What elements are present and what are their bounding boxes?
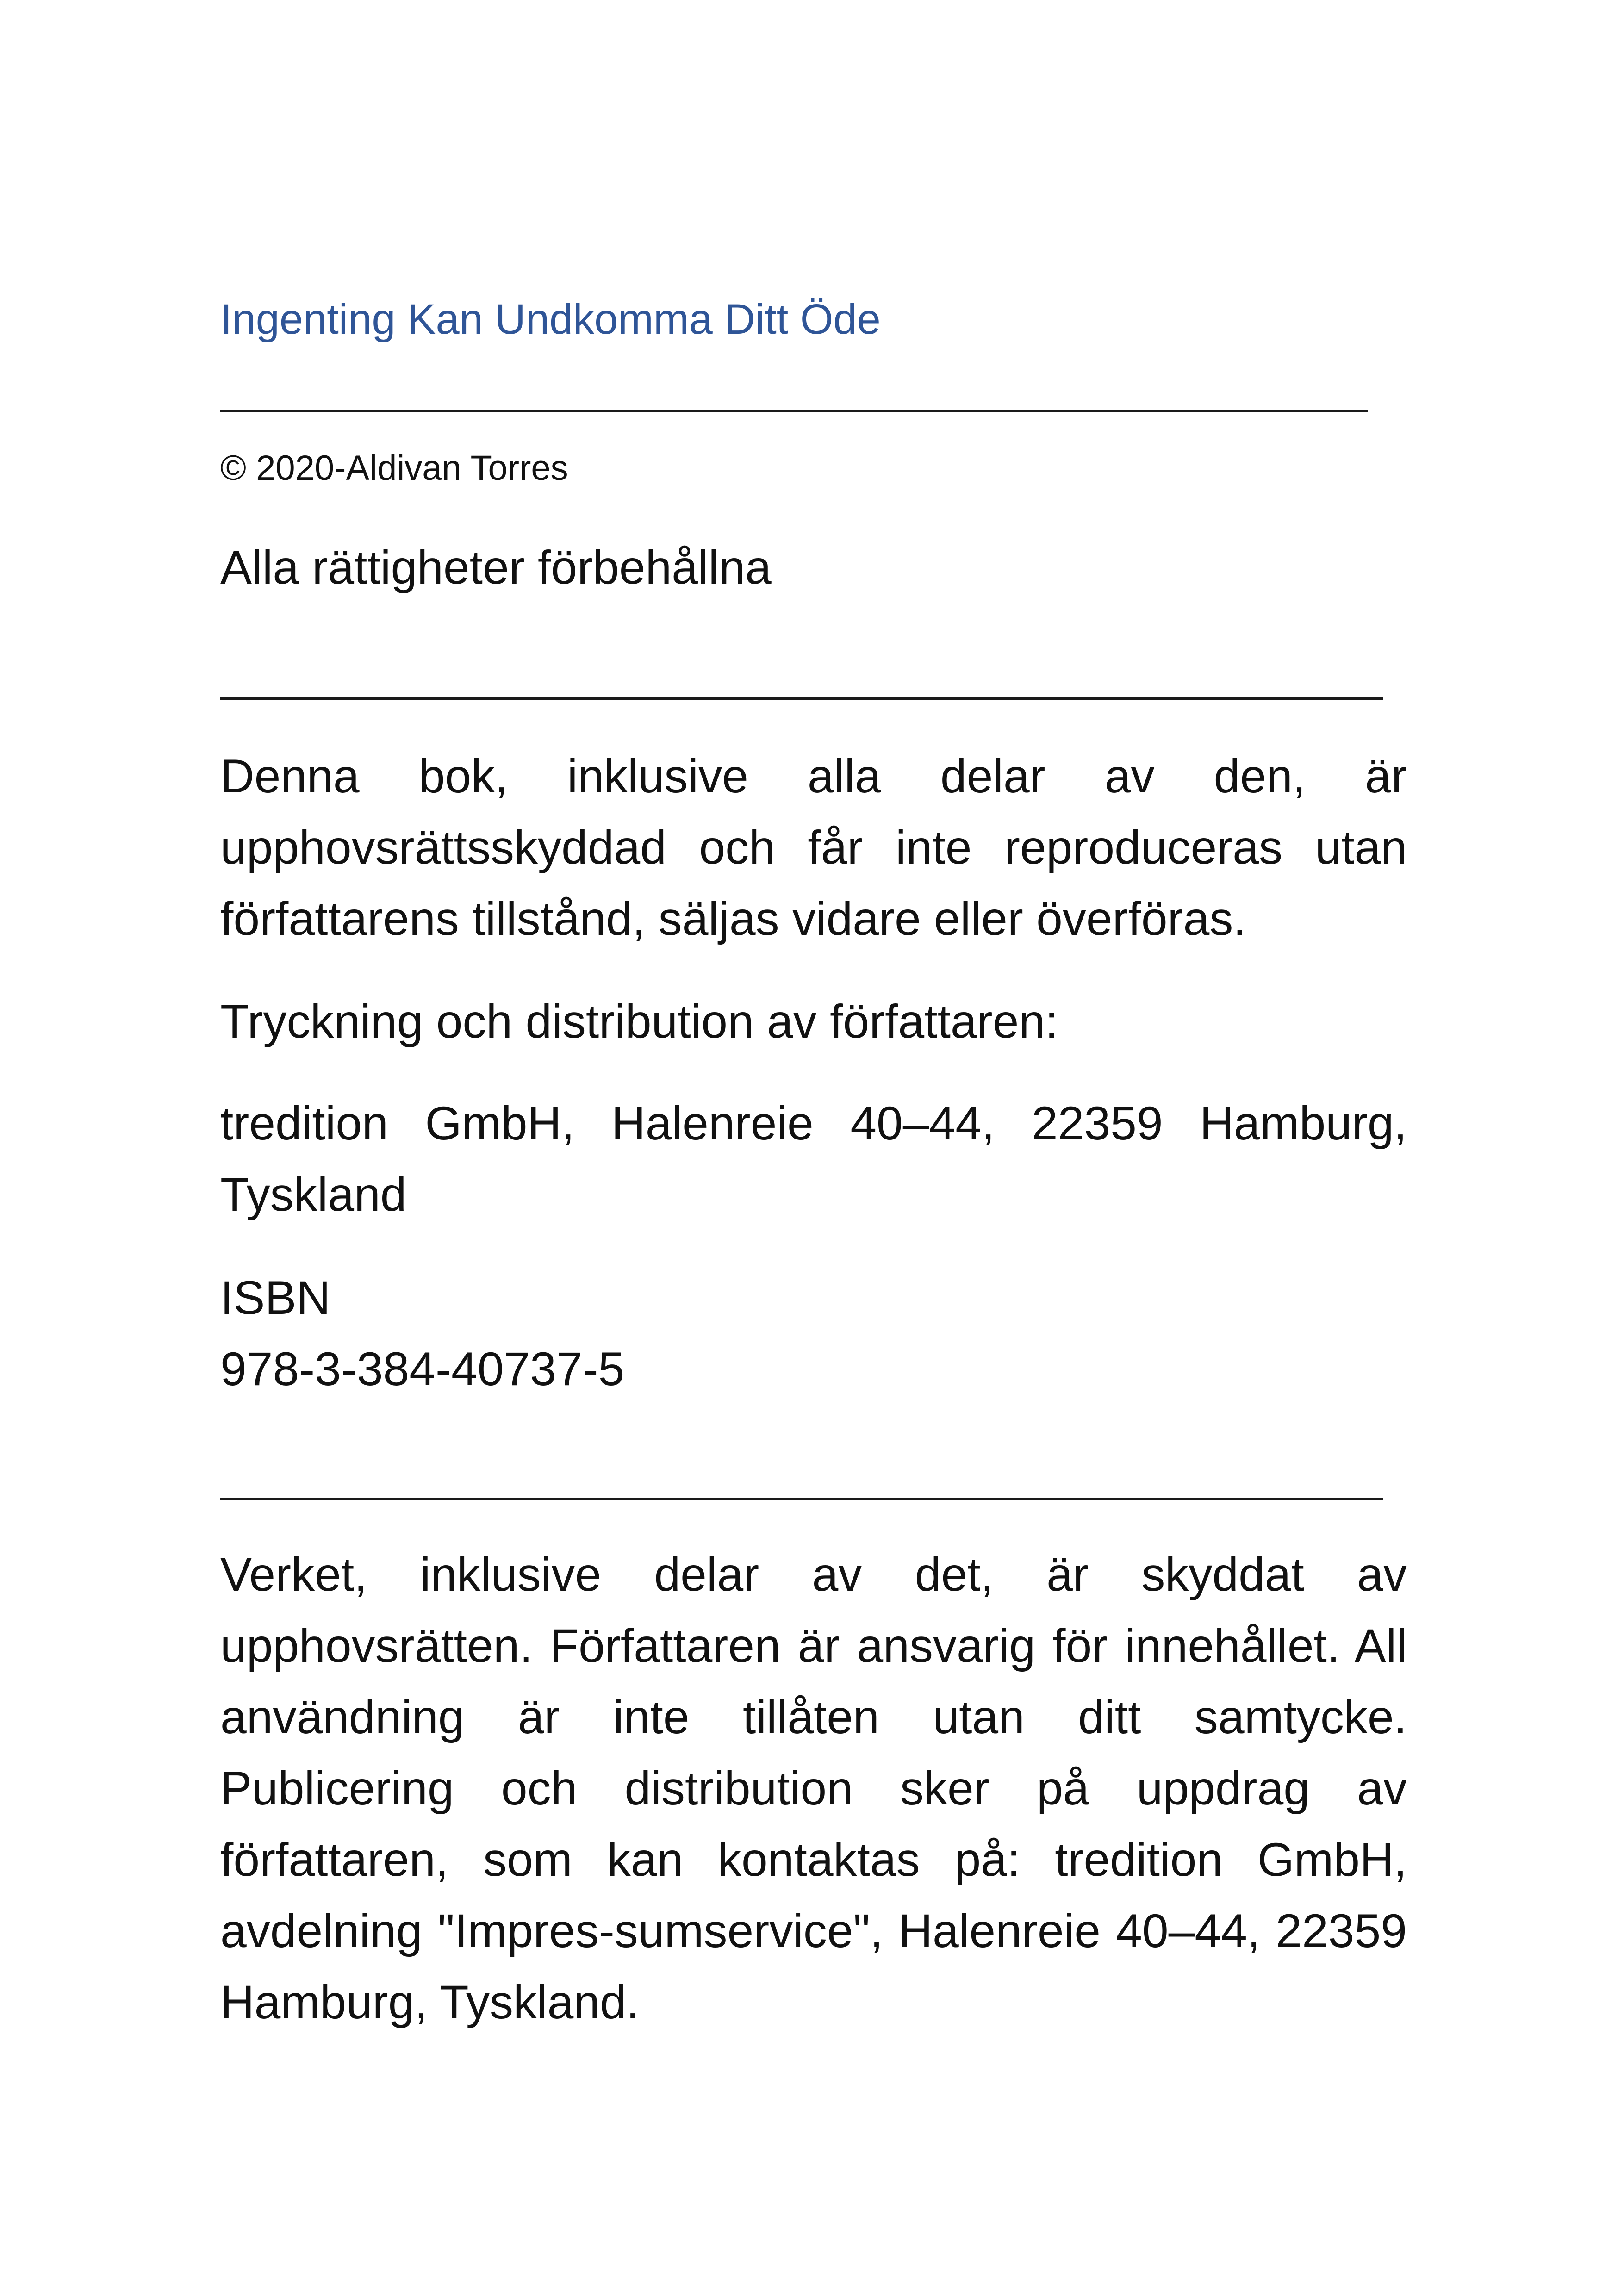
legal-paragraph: Verket, inklusive delar av det, är skyddat av upphovsrätten. Författaren är ansvarig för innehållet. All användning är inte tillåten utan ditt samtycke. Publicering och distribution sker på uppdrag av författaren, som kan kontaktas på: tredition GmbH, avdelning "Impres-sumservice", Halenreie 40–44, 22359 Hamburg, Tyskland. [220, 1548, 1407, 2028]
isbn-label: ISBN [220, 1271, 331, 1324]
copyright-notice: © 2020-Aldivan Torres [220, 448, 568, 488]
divider-line [220, 697, 1383, 700]
publisher-address: tredition GmbH, Halenreie 40–44, 22359 Hamburg, Tyskland [220, 1097, 1407, 1221]
isbn-number: 978-3-384-40737-5 [220, 1343, 625, 1395]
copyright-paragraph: Denna bok, inklusive alla delar av den, är upphovsrättsskyddad och får inte reproduceras utan författarens tillstånd, säljas vidare eller överföras. [220, 750, 1407, 945]
printing-paragraph: Tryckning och distribution av författaren: [220, 995, 1058, 1048]
divider-line [220, 1498, 1383, 1500]
divider-line [220, 410, 1368, 412]
rights-statement: Alla rättigheter förbehållna [220, 541, 772, 594]
isbn-block [220, 1262, 624, 1405]
book-title: Ingenting Kan Undkomma Ditt Öde [220, 296, 881, 343]
